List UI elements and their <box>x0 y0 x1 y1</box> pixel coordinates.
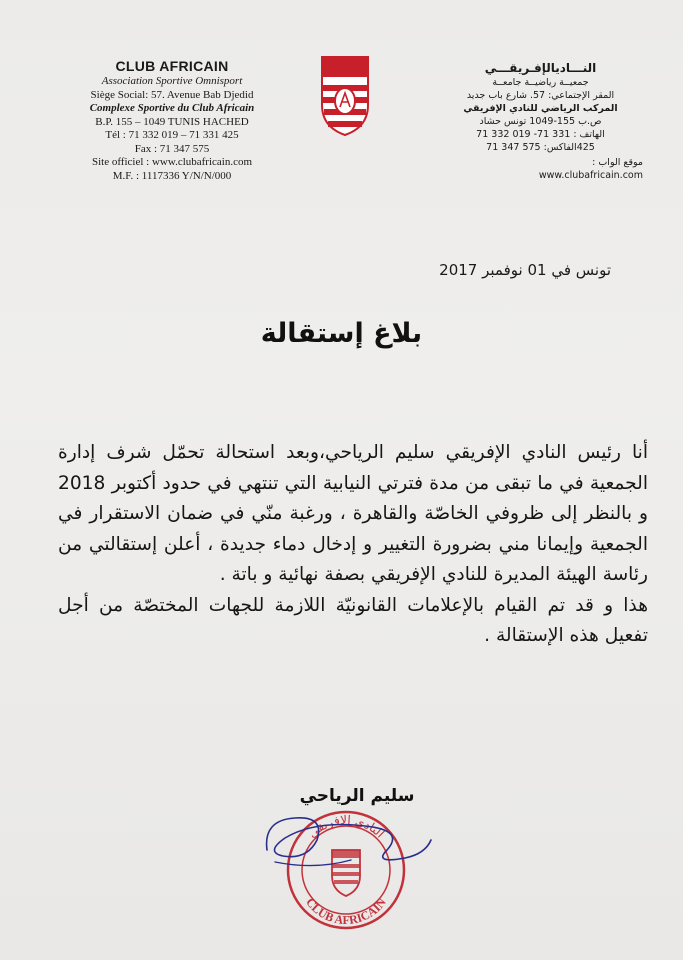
tel-fr: Tél : 71 332 019 – 71 331 425 <box>105 129 239 141</box>
association-ar: جمعيــة رياضيــة جامعــة <box>492 77 589 88</box>
signatory-name: سليم الرياحي <box>299 786 415 806</box>
bp-fr: B.P. 155 – 1049 TUNIS HACHED <box>95 115 249 128</box>
complexe-fr: Complexe Sportive du Club Africain <box>89 102 255 114</box>
fax-ar: 425الفاكس: 575 347 71 <box>486 142 595 153</box>
handwritten-signature-icon <box>255 790 435 880</box>
siege-ar: المقر الإجتماعي: 57. شارع باب جديد <box>466 90 615 101</box>
letter-date: تونس في 01 نوفمبر 2017 <box>439 261 611 279</box>
bp-ar: ص.ب 155-1049 تونس حشاد <box>479 116 602 127</box>
club-crest-icon <box>318 55 372 137</box>
letter-title: بلاغ إستقالة <box>260 318 423 349</box>
letterhead-arabic <box>438 60 643 182</box>
association-fr: Association Sportive Omnisport <box>101 75 243 87</box>
site-ar <box>438 156 643 182</box>
complexe-ar: المركب الرياضي للنادي الإفريقي <box>463 103 618 114</box>
site-url-ar: www.clubafricain.com <box>538 170 643 181</box>
stamp-text-top: النادي الإفريقي <box>305 812 388 841</box>
club-name-fr: CLUB AFRICAIN <box>115 58 229 74</box>
site-fr: Site officiel : www.clubafricain.com <box>91 156 253 168</box>
letterhead-french <box>62 58 282 183</box>
mf-fr: M.F. : 1117336 Y/N/N/000 <box>112 169 232 182</box>
stamp-text-bottom: CLUB AFRICAIN <box>303 895 389 928</box>
site-label-ar: موقع الواب : <box>592 157 643 168</box>
fax-fr: Fax : 71 347 575 <box>134 142 210 155</box>
club-name-ar: النـــاديالإفـريقـــي <box>484 61 597 75</box>
tel-ar: الهاتف : 331 71- 019 332 71 <box>476 129 605 140</box>
body-paragraph-2: هذا و قد تم القيام بالإعلامات القانونيّة اللازمة للجهات المختصّة من أجل تفعيل هذه الإستقالة . <box>58 594 648 646</box>
letter-body <box>58 438 648 652</box>
body-paragraph-1: أنا رئيس النادي الإفريقي سليم الرياحي،وبعد استحالة تحمّل شرف إدارة الجمعية في ما تبقى من مدة فترتي النيابية التي تنتهي في حدود أكتوبر 2018 و بالنظر إلى ظروفي الخاصّة والقاهرة ، ورغبة منّي في ضمان الاستقرار في الجمعية وإيمانا مني بضرورة التغيير و إدخال دماء جديدة ، أعلن إستقالتي من رئاسة الهيئة المديرة للنادي الإفريقي بصفة نهائية و باتة . <box>58 442 648 585</box>
svg-text:CLUB AFRICAIN <box>303 895 389 927</box>
siege-fr: Siège Social: 57. Avenue Bab Djedid <box>90 88 254 101</box>
